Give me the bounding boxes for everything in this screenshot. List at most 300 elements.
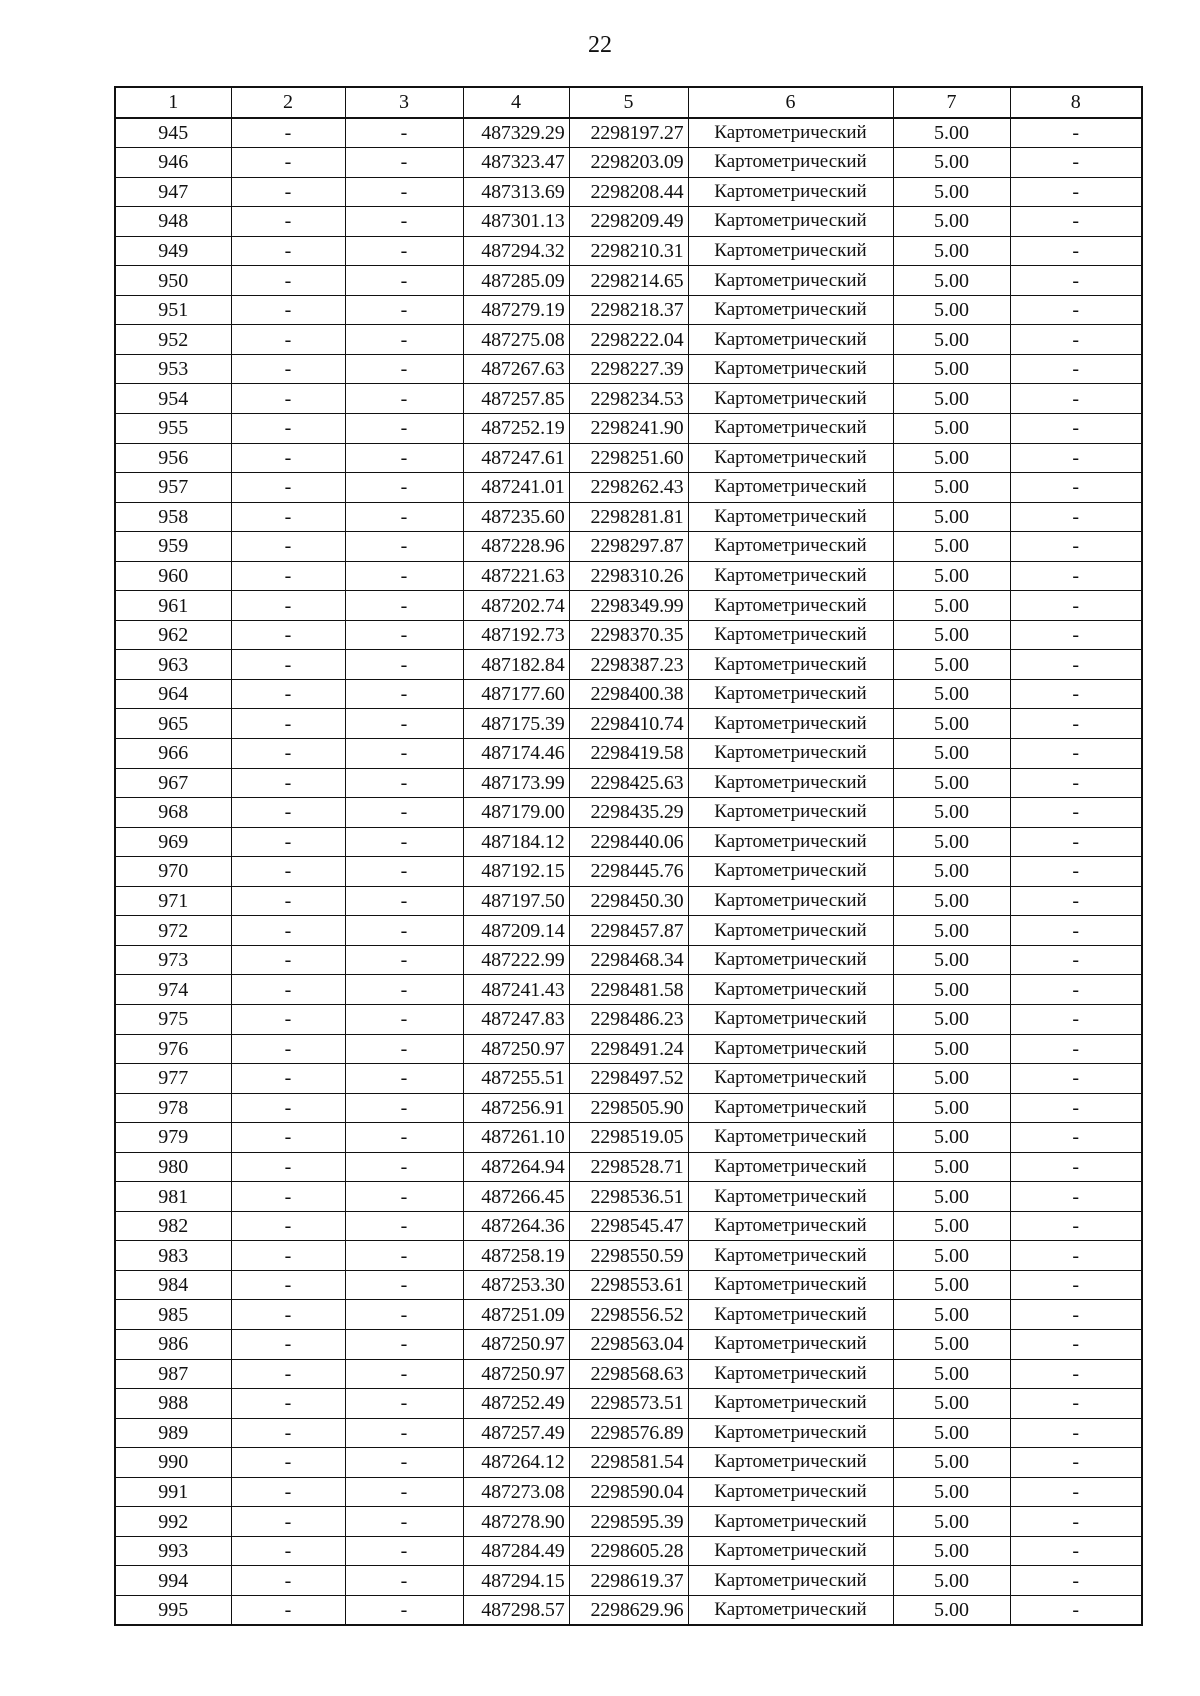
accuracy-cell: 5.00 — [893, 1595, 1010, 1625]
method-cell: Картометрический — [688, 207, 893, 237]
column-3-cell: - — [345, 1507, 463, 1537]
table-row — [115, 650, 1142, 680]
column-2-cell: - — [231, 768, 345, 798]
column-2-cell: - — [231, 502, 345, 532]
column-2-cell: - — [231, 1595, 345, 1625]
method-cell: Картометрический — [688, 591, 893, 621]
point-number-cell: 972 — [115, 916, 231, 946]
table-row — [115, 975, 1142, 1005]
accuracy-cell: 5.00 — [893, 266, 1010, 296]
column-8-cell: - — [1010, 768, 1142, 798]
point-number-cell: 984 — [115, 1270, 231, 1300]
column-2-cell: - — [231, 709, 345, 739]
column-3-cell: - — [345, 1359, 463, 1389]
accuracy-cell: 5.00 — [893, 1448, 1010, 1478]
column-header-5: 5 — [569, 87, 688, 118]
table-row — [115, 591, 1142, 621]
column-3-cell: - — [345, 1152, 463, 1182]
column-8-cell: - — [1010, 295, 1142, 325]
table-row — [115, 916, 1142, 946]
point-number-cell: 954 — [115, 384, 231, 414]
method-cell: Картометрический — [688, 709, 893, 739]
point-number-cell: 979 — [115, 1123, 231, 1153]
point-number-cell: 980 — [115, 1152, 231, 1182]
column-2-cell: - — [231, 266, 345, 296]
y-coordinate-cell: 2298486.23 — [569, 1004, 688, 1034]
header-row — [115, 87, 1142, 118]
x-coordinate-cell: 487252.49 — [463, 1389, 569, 1419]
column-2-cell: - — [231, 1300, 345, 1330]
accuracy-cell: 5.00 — [893, 1270, 1010, 1300]
point-number-cell: 966 — [115, 739, 231, 769]
x-coordinate-cell: 487258.19 — [463, 1241, 569, 1271]
column-8-cell: - — [1010, 1448, 1142, 1478]
column-3-cell: - — [345, 295, 463, 325]
column-8-cell: - — [1010, 502, 1142, 532]
column-3-cell: - — [345, 532, 463, 562]
method-cell: Картометрический — [688, 1064, 893, 1094]
column-2-cell: - — [231, 1152, 345, 1182]
column-8-cell: - — [1010, 709, 1142, 739]
method-cell: Картометрический — [688, 798, 893, 828]
x-coordinate-cell: 487247.61 — [463, 443, 569, 473]
method-cell: Картометрический — [688, 1595, 893, 1625]
column-3-cell: - — [345, 207, 463, 237]
column-2-cell: - — [231, 1241, 345, 1271]
point-number-cell: 949 — [115, 236, 231, 266]
y-coordinate-cell: 2298210.31 — [569, 236, 688, 266]
column-8-cell: - — [1010, 1182, 1142, 1212]
y-coordinate-cell: 2298440.06 — [569, 827, 688, 857]
column-3-cell: - — [345, 1448, 463, 1478]
column-2-cell: - — [231, 620, 345, 650]
method-cell: Картометрический — [688, 886, 893, 916]
method-cell: Картометрический — [688, 1477, 893, 1507]
column-8-cell: - — [1010, 1507, 1142, 1537]
point-number-cell: 983 — [115, 1241, 231, 1271]
x-coordinate-cell: 487250.97 — [463, 1329, 569, 1359]
y-coordinate-cell: 2298203.09 — [569, 148, 688, 178]
x-coordinate-cell: 487228.96 — [463, 532, 569, 562]
y-coordinate-cell: 2298468.34 — [569, 945, 688, 975]
column-3-cell: - — [345, 148, 463, 178]
method-cell: Картометрический — [688, 295, 893, 325]
column-header-3: 3 — [345, 87, 463, 118]
accuracy-cell: 5.00 — [893, 1211, 1010, 1241]
point-number-cell: 956 — [115, 443, 231, 473]
point-number-cell: 988 — [115, 1389, 231, 1419]
column-3-cell: - — [345, 1566, 463, 1596]
method-cell: Картометрический — [688, 1448, 893, 1478]
method-cell: Картометрический — [688, 1182, 893, 1212]
x-coordinate-cell: 487264.94 — [463, 1152, 569, 1182]
point-number-cell: 990 — [115, 1448, 231, 1478]
y-coordinate-cell: 2298370.35 — [569, 620, 688, 650]
column-3-cell: - — [345, 768, 463, 798]
accuracy-cell: 5.00 — [893, 591, 1010, 621]
column-3-cell: - — [345, 1182, 463, 1212]
column-3-cell: - — [345, 1329, 463, 1359]
point-number-cell: 965 — [115, 709, 231, 739]
column-2-cell: - — [231, 650, 345, 680]
method-cell: Картометрический — [688, 1359, 893, 1389]
table-row — [115, 295, 1142, 325]
accuracy-cell: 5.00 — [893, 1359, 1010, 1389]
column-3-cell: - — [345, 1241, 463, 1271]
method-cell: Картометрический — [688, 561, 893, 591]
column-3-cell: - — [345, 1004, 463, 1034]
table-row — [115, 1270, 1142, 1300]
column-3-cell: - — [345, 561, 463, 591]
point-number-cell: 946 — [115, 148, 231, 178]
table-row — [115, 1241, 1142, 1271]
accuracy-cell: 5.00 — [893, 325, 1010, 355]
y-coordinate-cell: 2298568.63 — [569, 1359, 688, 1389]
y-coordinate-cell: 2298545.47 — [569, 1211, 688, 1241]
column-2-cell: - — [231, 975, 345, 1005]
column-8-cell: - — [1010, 561, 1142, 591]
table-row — [115, 1448, 1142, 1478]
y-coordinate-cell: 2298281.81 — [569, 502, 688, 532]
table-row — [115, 886, 1142, 916]
accuracy-cell: 5.00 — [893, 473, 1010, 503]
y-coordinate-cell: 2298505.90 — [569, 1093, 688, 1123]
y-coordinate-cell: 2298481.58 — [569, 975, 688, 1005]
y-coordinate-cell: 2298497.52 — [569, 1064, 688, 1094]
method-cell: Картометрический — [688, 1123, 893, 1153]
accuracy-cell: 5.00 — [893, 1093, 1010, 1123]
method-cell: Картометрический — [688, 443, 893, 473]
column-3-cell: - — [345, 650, 463, 680]
page-number: 22 — [588, 32, 612, 58]
column-8-cell: - — [1010, 236, 1142, 266]
column-3-cell: - — [345, 1595, 463, 1625]
column-3-cell: - — [345, 1034, 463, 1064]
point-number-cell: 953 — [115, 354, 231, 384]
coordinates-table — [114, 86, 1143, 1626]
column-3-cell: - — [345, 679, 463, 709]
x-coordinate-cell: 487329.29 — [463, 118, 569, 148]
x-coordinate-cell: 487294.15 — [463, 1566, 569, 1596]
column-3-cell: - — [345, 975, 463, 1005]
point-number-cell: 951 — [115, 295, 231, 325]
x-coordinate-cell: 487173.99 — [463, 768, 569, 798]
point-number-cell: 961 — [115, 591, 231, 621]
method-cell: Картометрический — [688, 1093, 893, 1123]
column-3-cell: - — [345, 1300, 463, 1330]
column-8-cell: - — [1010, 916, 1142, 946]
table-row — [115, 502, 1142, 532]
table-row — [115, 679, 1142, 709]
accuracy-cell: 5.00 — [893, 1477, 1010, 1507]
accuracy-cell: 5.00 — [893, 502, 1010, 532]
y-coordinate-cell: 2298297.87 — [569, 532, 688, 562]
method-cell: Картометрический — [688, 414, 893, 444]
column-8-cell: - — [1010, 591, 1142, 621]
column-2-cell: - — [231, 148, 345, 178]
x-coordinate-cell: 487313.69 — [463, 177, 569, 207]
x-coordinate-cell: 487273.08 — [463, 1477, 569, 1507]
method-cell: Картометрический — [688, 266, 893, 296]
column-3-cell: - — [345, 1093, 463, 1123]
point-number-cell: 992 — [115, 1507, 231, 1537]
accuracy-cell: 5.00 — [893, 236, 1010, 266]
column-2-cell: - — [231, 1389, 345, 1419]
y-coordinate-cell: 2298595.39 — [569, 1507, 688, 1537]
accuracy-cell: 5.00 — [893, 1418, 1010, 1448]
column-header-1: 1 — [115, 87, 231, 118]
column-header-8: 8 — [1010, 87, 1142, 118]
column-2-cell: - — [231, 1270, 345, 1300]
method-cell: Картометрический — [688, 1329, 893, 1359]
point-number-cell: 968 — [115, 798, 231, 828]
column-3-cell: - — [345, 1477, 463, 1507]
column-3-cell: - — [345, 443, 463, 473]
accuracy-cell: 5.00 — [893, 1034, 1010, 1064]
y-coordinate-cell: 2298222.04 — [569, 325, 688, 355]
y-coordinate-cell: 2298556.52 — [569, 1300, 688, 1330]
point-number-cell: 976 — [115, 1034, 231, 1064]
table-row — [115, 620, 1142, 650]
column-3-cell: - — [345, 709, 463, 739]
table-row — [115, 1477, 1142, 1507]
column-2-cell: - — [231, 827, 345, 857]
column-8-cell: - — [1010, 739, 1142, 769]
table-row — [115, 1595, 1142, 1625]
accuracy-cell: 5.00 — [893, 1566, 1010, 1596]
column-8-cell: - — [1010, 325, 1142, 355]
accuracy-cell: 5.00 — [893, 1300, 1010, 1330]
table-row — [115, 1123, 1142, 1153]
accuracy-cell: 5.00 — [893, 148, 1010, 178]
column-8-cell: - — [1010, 857, 1142, 887]
method-cell: Картометрический — [688, 620, 893, 650]
accuracy-cell: 5.00 — [893, 354, 1010, 384]
table-row — [115, 1034, 1142, 1064]
method-cell: Картометрический — [688, 857, 893, 887]
column-2-cell: - — [231, 295, 345, 325]
y-coordinate-cell: 2298197.27 — [569, 118, 688, 148]
column-3-cell: - — [345, 1064, 463, 1094]
column-3-cell: - — [345, 739, 463, 769]
accuracy-cell: 5.00 — [893, 679, 1010, 709]
accuracy-cell: 5.00 — [893, 532, 1010, 562]
y-coordinate-cell: 2298227.39 — [569, 354, 688, 384]
table-row — [115, 1359, 1142, 1389]
column-2-cell: - — [231, 1507, 345, 1537]
point-number-cell: 995 — [115, 1595, 231, 1625]
method-cell: Картометрический — [688, 1004, 893, 1034]
accuracy-cell: 5.00 — [893, 1536, 1010, 1566]
column-2-cell: - — [231, 177, 345, 207]
column-2-cell: - — [231, 1536, 345, 1566]
x-coordinate-cell: 487266.45 — [463, 1182, 569, 1212]
table-row — [115, 148, 1142, 178]
column-8-cell: - — [1010, 1477, 1142, 1507]
x-coordinate-cell: 487278.90 — [463, 1507, 569, 1537]
column-8-cell: - — [1010, 975, 1142, 1005]
column-2-cell: - — [231, 384, 345, 414]
column-3-cell: - — [345, 798, 463, 828]
x-coordinate-cell: 487284.49 — [463, 1536, 569, 1566]
accuracy-cell: 5.00 — [893, 827, 1010, 857]
accuracy-cell: 5.00 — [893, 1182, 1010, 1212]
y-coordinate-cell: 2298241.90 — [569, 414, 688, 444]
method-cell: Картометрический — [688, 975, 893, 1005]
method-cell: Картометрический — [688, 768, 893, 798]
method-cell: Картометрический — [688, 236, 893, 266]
y-coordinate-cell: 2298262.43 — [569, 473, 688, 503]
method-cell: Картометрический — [688, 1034, 893, 1064]
point-number-cell: 991 — [115, 1477, 231, 1507]
column-3-cell: - — [345, 620, 463, 650]
column-8-cell: - — [1010, 443, 1142, 473]
accuracy-cell: 5.00 — [893, 177, 1010, 207]
table-row — [115, 532, 1142, 562]
y-coordinate-cell: 2298457.87 — [569, 916, 688, 946]
accuracy-cell: 5.00 — [893, 768, 1010, 798]
y-coordinate-cell: 2298563.04 — [569, 1329, 688, 1359]
table-row — [115, 414, 1142, 444]
point-number-cell: 952 — [115, 325, 231, 355]
accuracy-cell: 5.00 — [893, 798, 1010, 828]
table-row — [115, 1182, 1142, 1212]
column-3-cell: - — [345, 1123, 463, 1153]
point-number-cell: 993 — [115, 1536, 231, 1566]
x-coordinate-cell: 487257.85 — [463, 384, 569, 414]
column-3-cell: - — [345, 827, 463, 857]
table-row — [115, 177, 1142, 207]
x-coordinate-cell: 487279.19 — [463, 295, 569, 325]
accuracy-cell: 5.00 — [893, 620, 1010, 650]
method-cell: Картометрический — [688, 1418, 893, 1448]
point-number-cell: 964 — [115, 679, 231, 709]
column-2-cell: - — [231, 739, 345, 769]
table-row — [115, 798, 1142, 828]
accuracy-cell: 5.00 — [893, 1064, 1010, 1094]
column-3-cell: - — [345, 177, 463, 207]
x-coordinate-cell: 487253.30 — [463, 1270, 569, 1300]
x-coordinate-cell: 487264.36 — [463, 1211, 569, 1241]
x-coordinate-cell: 487250.97 — [463, 1034, 569, 1064]
accuracy-cell: 5.00 — [893, 414, 1010, 444]
x-coordinate-cell: 487174.46 — [463, 739, 569, 769]
column-8-cell: - — [1010, 1152, 1142, 1182]
column-3-cell: - — [345, 384, 463, 414]
table-row — [115, 384, 1142, 414]
method-cell: Картометрический — [688, 1389, 893, 1419]
y-coordinate-cell: 2298550.59 — [569, 1241, 688, 1271]
point-number-cell: 994 — [115, 1566, 231, 1596]
x-coordinate-cell: 487256.91 — [463, 1093, 569, 1123]
column-8-cell: - — [1010, 945, 1142, 975]
x-coordinate-cell: 487301.13 — [463, 207, 569, 237]
x-coordinate-cell: 487241.01 — [463, 473, 569, 503]
column-8-cell: - — [1010, 620, 1142, 650]
column-8-cell: - — [1010, 384, 1142, 414]
column-header-7: 7 — [893, 87, 1010, 118]
method-cell: Картометрический — [688, 502, 893, 532]
point-number-cell: 963 — [115, 650, 231, 680]
column-8-cell: - — [1010, 473, 1142, 503]
accuracy-cell: 5.00 — [893, 709, 1010, 739]
column-3-cell: - — [345, 325, 463, 355]
point-number-cell: 974 — [115, 975, 231, 1005]
y-coordinate-cell: 2298576.89 — [569, 1418, 688, 1448]
x-coordinate-cell: 487250.97 — [463, 1359, 569, 1389]
accuracy-cell: 5.00 — [893, 650, 1010, 680]
column-2-cell: - — [231, 1093, 345, 1123]
column-8-cell: - — [1010, 1211, 1142, 1241]
x-coordinate-cell: 487264.12 — [463, 1448, 569, 1478]
table-row — [115, 325, 1142, 355]
table-row — [115, 945, 1142, 975]
column-2-cell: - — [231, 857, 345, 887]
column-2-cell: - — [231, 1123, 345, 1153]
column-8-cell: - — [1010, 1566, 1142, 1596]
column-8-cell: - — [1010, 1595, 1142, 1625]
column-3-cell: - — [345, 1389, 463, 1419]
point-number-cell: 973 — [115, 945, 231, 975]
column-2-cell: - — [231, 236, 345, 266]
column-2-cell: - — [231, 118, 345, 148]
point-number-cell: 955 — [115, 414, 231, 444]
accuracy-cell: 5.00 — [893, 1329, 1010, 1359]
x-coordinate-cell: 487285.09 — [463, 266, 569, 296]
column-2-cell: - — [231, 679, 345, 709]
table-row — [115, 827, 1142, 857]
table-row — [115, 1418, 1142, 1448]
column-8-cell: - — [1010, 414, 1142, 444]
column-3-cell: - — [345, 414, 463, 444]
column-8-cell: - — [1010, 177, 1142, 207]
point-number-cell: 975 — [115, 1004, 231, 1034]
column-2-cell: - — [231, 207, 345, 237]
method-cell: Картометрический — [688, 148, 893, 178]
table-row — [115, 266, 1142, 296]
column-header-4: 4 — [463, 87, 569, 118]
table-row — [115, 1300, 1142, 1330]
column-8-cell: - — [1010, 1004, 1142, 1034]
column-3-cell: - — [345, 473, 463, 503]
method-cell: Картометрический — [688, 1211, 893, 1241]
column-8-cell: - — [1010, 798, 1142, 828]
method-cell: Картометрический — [688, 916, 893, 946]
y-coordinate-cell: 2298450.30 — [569, 886, 688, 916]
column-8-cell: - — [1010, 1034, 1142, 1064]
y-coordinate-cell: 2298553.61 — [569, 1270, 688, 1300]
table-row — [115, 207, 1142, 237]
point-number-cell: 970 — [115, 857, 231, 887]
accuracy-cell: 5.00 — [893, 561, 1010, 591]
point-number-cell: 959 — [115, 532, 231, 562]
column-3-cell: - — [345, 236, 463, 266]
table-row — [115, 118, 1142, 148]
y-coordinate-cell: 2298251.60 — [569, 443, 688, 473]
x-coordinate-cell: 487261.10 — [463, 1123, 569, 1153]
column-3-cell: - — [345, 916, 463, 946]
y-coordinate-cell: 2298218.37 — [569, 295, 688, 325]
y-coordinate-cell: 2298619.37 — [569, 1566, 688, 1596]
column-3-cell: - — [345, 1536, 463, 1566]
x-coordinate-cell: 487275.08 — [463, 325, 569, 355]
point-number-cell: 957 — [115, 473, 231, 503]
y-coordinate-cell: 2298400.38 — [569, 679, 688, 709]
accuracy-cell: 5.00 — [893, 118, 1010, 148]
y-coordinate-cell: 2298425.63 — [569, 768, 688, 798]
y-coordinate-cell: 2298573.51 — [569, 1389, 688, 1419]
column-2-cell: - — [231, 1211, 345, 1241]
